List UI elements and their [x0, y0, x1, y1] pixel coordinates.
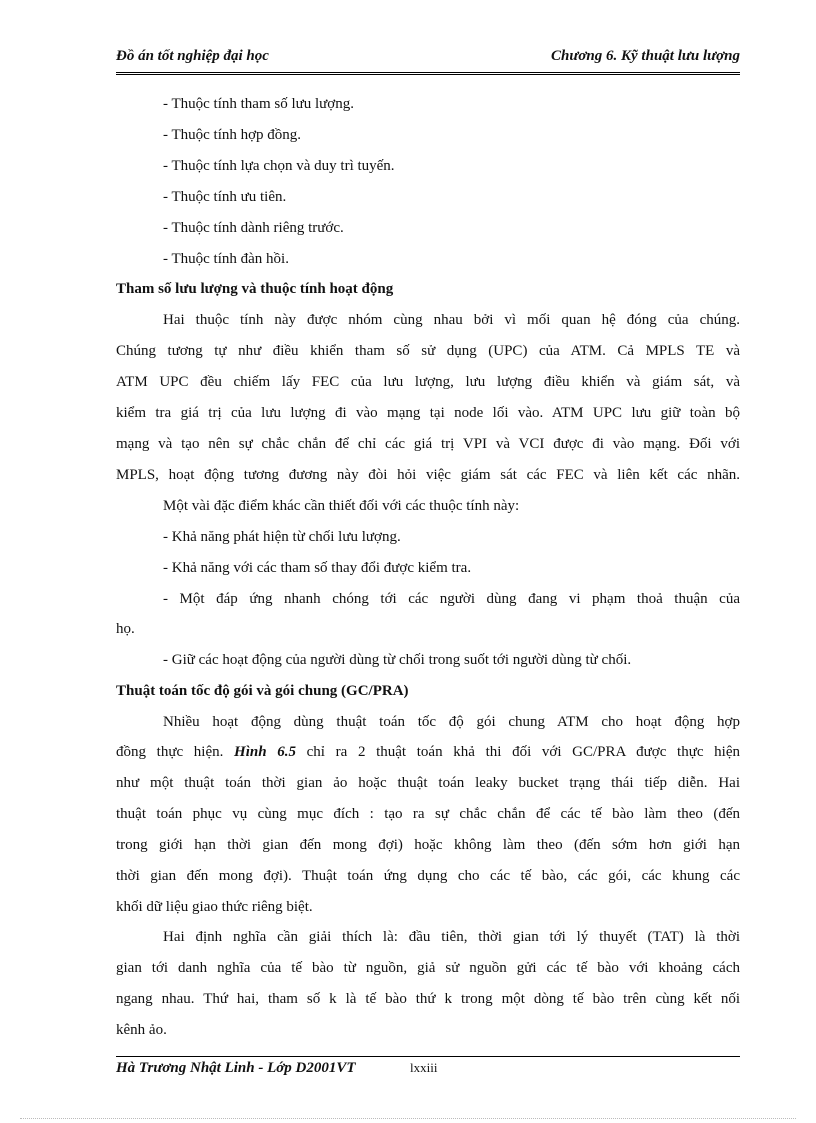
paragraph-line: ATM UPC đều chiếm lấy FEC của lưu lượng, lưu lượng điều khiển và giám sát, và: [116, 374, 740, 390]
section-heading: Thuật toán tốc độ gói và gói chung (GC/PRA): [116, 683, 409, 699]
list-item: - Khả năng với các tham số thay đổi được kiểm tra.: [163, 560, 472, 576]
list-item: - Thuộc tính hợp đồng.: [163, 127, 302, 143]
paragraph-line: Một vài đặc điểm khác cần thiết đối với các thuộc tính này:: [163, 498, 520, 514]
page-header: [116, 48, 740, 68]
paragraph-line: như một thuật toán thời gian ảo hoặc thuật toán leaky bucket trạng thái tiếp diễn. Hai: [116, 775, 740, 791]
list-item: - Thuộc tính lựa chọn và duy trì tuyến.: [163, 158, 395, 174]
paragraph-line: thời gian đến mong đợi). Thuật toán ứng dụng cho các tế bào, các gói, các khung các: [116, 868, 740, 884]
paragraph-line: Hai thuộc tính này được nhóm cùng nhau bởi vì mối quan hệ đóng của chúng.: [163, 312, 740, 328]
figure-reference: Hình 6.5: [234, 744, 296, 760]
header-chapter-title: Chương 6. Kỹ thuật lưu lượng: [551, 48, 740, 64]
page-footer: [116, 1060, 438, 1080]
paragraph-text: đồng thực hiện.: [116, 744, 224, 760]
paragraph-text: chỉ ra 2 thuật toán khả thi đối với GC/PRA được thực hiện: [306, 744, 741, 760]
footer-rule: [116, 1056, 740, 1057]
page-number: lxxiii: [410, 1060, 438, 1075]
paragraph-line: MPLS, hoạt động tương đương này đòi hỏi việc giám sát các FEC và liên kết các nhãn.: [116, 467, 740, 483]
list-item: - Thuộc tính đàn hồi.: [163, 251, 289, 267]
list-item: - Khả năng phát hiện từ chối lưu lượng.: [163, 529, 401, 545]
paragraph-line: kiểm tra giá trị của lưu lượng đi vào mạng tại node lối vào. ATM UPC lưu giữ toàn bộ: [116, 405, 740, 421]
list-item: - Giữ các hoạt động của người dùng từ chối trong suốt tới người dùng từ chối.: [163, 652, 632, 668]
paragraph-line: kênh ảo.: [116, 1022, 167, 1038]
paragraph-line: Hai định nghĩa cần giải thích là: đầu tiên, thời gian tới lý thuyết (TAT) là thời: [163, 929, 740, 945]
paragraph-line: [116, 742, 740, 762]
paragraph-line: ngang nhau. Thứ hai, tham số k là tế bào thứ k trong một dòng tế bào trên cùng kết nối: [116, 991, 740, 1007]
list-item: - Thuộc tính ưu tiên.: [163, 189, 287, 205]
paragraph-line: mạng và tạo nên sự chắc chắn để chỉ các giá trị VPI và VCI được đi vào mạng. Đối với: [116, 436, 740, 452]
paragraph-line: thuật toán phục vụ cùng mục đích : tạo ra sự chắc chắn để các tế bào làm theo (đến: [116, 806, 740, 822]
header-rule: [116, 72, 740, 75]
page-edge-divider: [20, 1118, 796, 1119]
paragraph-line: trong giới hạn thời gian đến mong đợi) hoặc không làm theo (đến sớm hơn giới hạn: [116, 837, 740, 853]
list-item: - Một đáp ứng nhanh chóng tới các người dùng đang vi phạm thoả thuận của: [163, 591, 740, 607]
paragraph-line: khối dữ liệu giao thức riêng biệt.: [116, 899, 313, 915]
paragraph-line: Nhiều hoạt động dùng thuật toán tốc độ gói chung ATM cho hoạt động hợp: [163, 714, 740, 730]
list-item: - Thuộc tính dành riêng trước.: [163, 220, 344, 236]
header-document-title: Đồ án tốt nghiệp đại học: [116, 48, 269, 64]
list-item: - Thuộc tính tham số lưu lượng.: [163, 96, 354, 112]
paragraph-line: gian tới danh nghĩa của tế bào từ nguồn, giả sử nguồn gửi các tế bào với khoảng cách: [116, 960, 740, 976]
section-heading: Tham số lưu lượng và thuộc tính hoạt động: [116, 281, 394, 297]
footer-author: Hà Trương Nhật Linh - Lớp D2001VT: [116, 1060, 356, 1076]
paragraph-line: Chúng tương tự như điều khiển tham số sử dụng (UPC) của ATM. Cả MPLS TE và: [116, 343, 740, 359]
list-item-continuation: họ.: [116, 621, 135, 637]
